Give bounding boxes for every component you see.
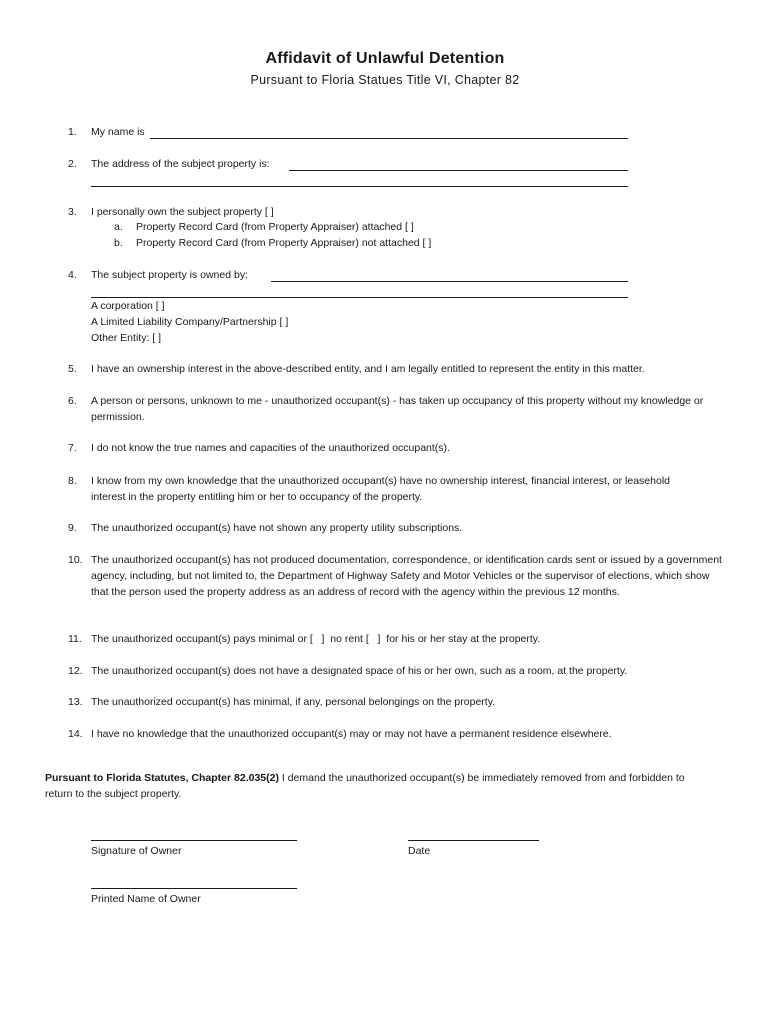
name-field-line[interactable]: [150, 138, 628, 139]
item-number: 2.: [68, 158, 77, 170]
printed-name-line[interactable]: [91, 888, 297, 889]
item-text: I have an ownership interest in the above-described entity, and I am legally entitled to represent the entity in this matter.: [91, 363, 645, 375]
item-text: The unauthorized occupant(s) pays minimal or [ ] no rent [ ] for his or her stay at the property.: [91, 633, 541, 645]
item-number: 6.: [68, 395, 77, 407]
signature-label: Signature of Owner: [91, 845, 182, 857]
item-number: 4.: [68, 269, 77, 281]
option-text: A corporation [ ]: [91, 300, 165, 312]
item-number: 7.: [68, 442, 77, 454]
sub-item-text: Property Record Card (from Property Appraiser) attached [ ]: [136, 221, 414, 233]
date-line[interactable]: [408, 840, 539, 841]
sub-item-letter: b.: [114, 237, 123, 249]
item-text: I do not know the true names and capacities of the unauthorized occupant(s).: [91, 442, 450, 454]
item-number: 14.: [68, 728, 83, 740]
item-number: 11.: [68, 633, 82, 645]
item-text: The subject property is owned by:: [91, 269, 248, 281]
sub-item-letter: a.: [114, 221, 123, 233]
item-number: 5.: [68, 363, 77, 375]
item-number: 1.: [68, 126, 77, 138]
document-title: Affidavit of Unlawful Detention: [265, 50, 505, 67]
item-text: The unauthorized occupant(s) does not have a designated space of his or her own, such as a room, at the property.: [91, 665, 628, 677]
document-subtitle: Pursuant to Floria Statues Title VI, Chapter 82: [250, 73, 520, 87]
address-field-line-2[interactable]: [91, 186, 628, 187]
item-text: The address of the subject property is:: [91, 158, 270, 170]
option-text: Other Entity: [ ]: [91, 332, 162, 344]
item-text: I have no knowledge that the unauthorized occupant(s) may or may not have a permanent residence elsewhere.: [91, 728, 612, 740]
owner-field-line[interactable]: [271, 281, 628, 282]
item-text: The unauthorized occupant(s) have not shown any property utility subscriptions.: [91, 522, 463, 534]
option-text: A Limited Liability Company/Partnership [ ]: [91, 316, 289, 328]
item-number: 8.: [68, 475, 77, 487]
demand-statute: Pursuant to Florida Statutes, Chapter 82.035(2): [45, 772, 279, 784]
signature-line[interactable]: [91, 840, 297, 841]
demand-paragraph: [45, 771, 705, 803]
item-number: 13.: [68, 696, 83, 708]
item-text: I know from my own knowledge that the unauthorized occupant(s) have no ownership interest, financial interest, or leasehold interest in the property entitling him or her to occupancy of the property.: [91, 475, 670, 503]
item-number: 3.: [68, 206, 77, 218]
item-number: 10.: [68, 554, 83, 566]
date-label: Date: [408, 845, 431, 857]
sub-item-text: Property Record Card (from Property Appraiser) not attached [ ]: [136, 237, 432, 249]
item-text: The unauthorized occupant(s) has not produced documentation, correspondence, or identification cards sent or issued by a government agency, including, but not limited to, the Department of Highway Safety and Motor Vehicles or the supervisor of elections, which show that the person used the property address as an address of record with the agency within the previous 12 months.: [91, 554, 722, 598]
item-text: I personally own the subject property [ ]: [91, 206, 274, 218]
item-number: 9.: [68, 522, 77, 534]
item-number: 12.: [68, 665, 83, 677]
item-text: A person or persons, unknown to me - unauthorized occupant(s) - has taken up occupancy of this property without my knowledge or permission.: [91, 395, 704, 423]
item-text: My name is: [91, 126, 145, 138]
demand-text: I demand the unauthorized occupant(s) be immediately removed from and forbidden to return to the subject property.: [45, 772, 685, 800]
owner-field-line-2[interactable]: [91, 297, 628, 298]
item-text: The unauthorized occupant(s) has minimal, if any, personal belongings on the property.: [91, 696, 496, 708]
address-field-line[interactable]: [289, 170, 628, 171]
printed-name-label: Printed Name of Owner: [91, 893, 201, 905]
